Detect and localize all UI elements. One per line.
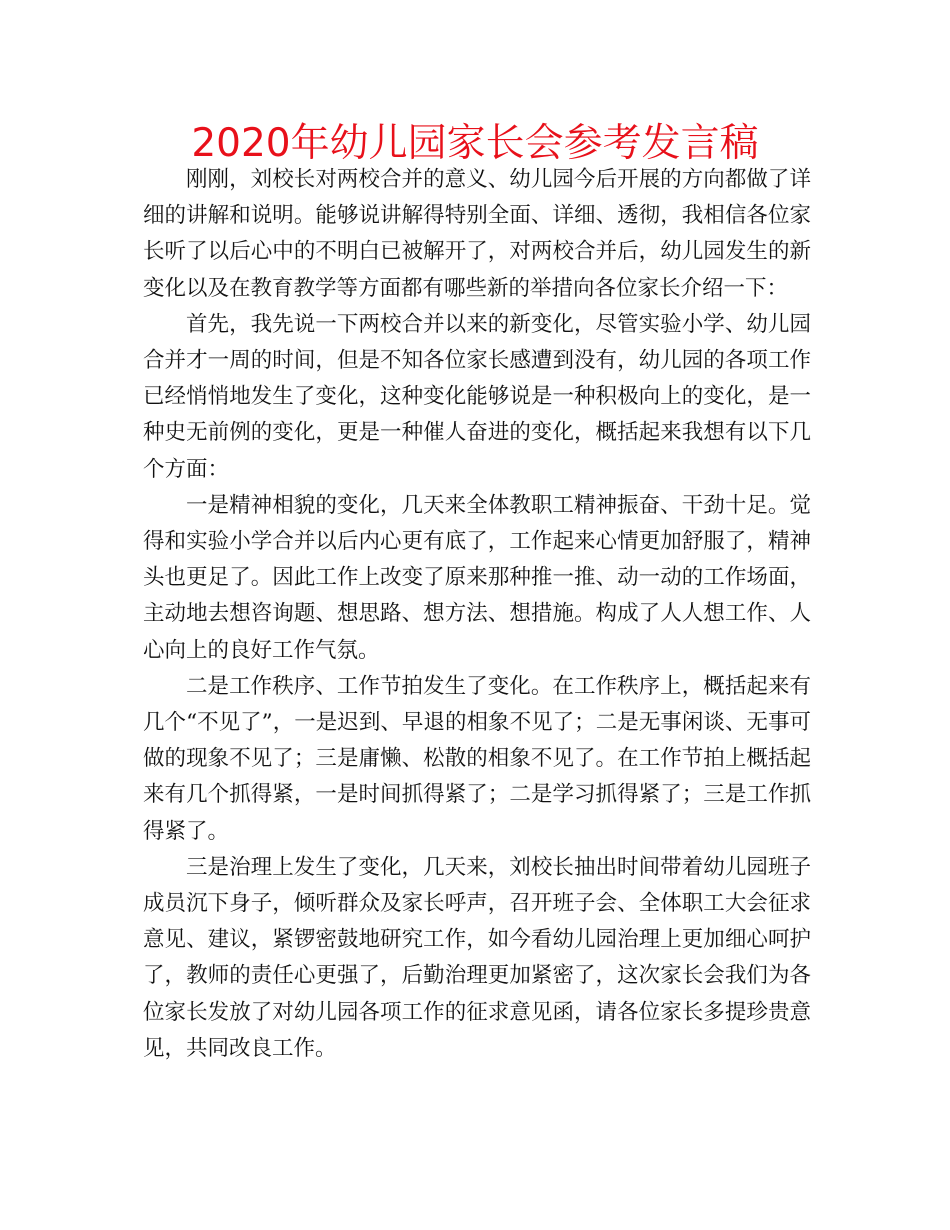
paragraph-intro: 刚刚，刘校长对两校合并的意义、幼儿园今后开展的方向都做了详细的讲解和说明。能够说讲解得特别全面、详细、透彻，我相信各位家长听了以后心中的不明白已被解开了，对两校合并后，幼儿园发生的新变化以及在教育教学等方面都有哪些新的举措向各位家长介绍一下： [143,167,811,301]
document-body [143,162,811,1067]
paragraph-work-order-change: 二是工作秩序、工作节拍发生了变化。在工作秩序上，概括起来有几个“不见了”，一是迟到、早退的相象不见了；二是无事闲谈、无事可做的现象不见了；三是庸懒、松散的相象不见了。在工作节拍上概括起来有几个抓得紧，一是时间抓得紧了；二是学习抓得紧了；三是工作抓得紧了。 [143,673,811,844]
document-title: 2020年幼儿园家长会参考发言稿 [191,121,759,166]
paragraph-changes-overview: 首先，我先说一下两校合并以来的新变化，尽管实验小学、幼儿园合并才一周的时间，但是不知各位家长感遭到没有，幼儿园的各项工作已经悄悄地发生了变化，这种变化能够说是一种积极向上的变化，是一种史无前例的变化，更是一种催人奋进的变化，概括起来我想有以下几个方面： [143,311,811,482]
paragraph-management-change: 三是治理上发生了变化，几天来，刘校长抽出时间带着幼儿园班子成员沉下身子，倾听群众及家长呼声，召开班子会、全体职工大会征求意见、建议，紧锣密鼓地研究工作，如今看幼儿园治理上更加细心呵护了，教师的责任心更强了，后勤治理更加紧密了，这次家长会我们为各位家长发放了对幼儿园各项工作的征求意见函，请各位家长多提珍贵意见，共同改良工作。 [143,854,811,1061]
paragraph-spirit-change: 一是精神相貌的变化，几天来全体教职工精神振奋、干劲十足。觉得和实验小学合并以后内心更有底了，工作起来心情更加舒服了，精神头也更足了。因此工作上改变了原来那种推一推、动一动的工作场面，主动地去想咨询题、想思路、想方法、想措施。构成了人人想工作、人心向上的良好工作气氛。 [143,492,811,663]
